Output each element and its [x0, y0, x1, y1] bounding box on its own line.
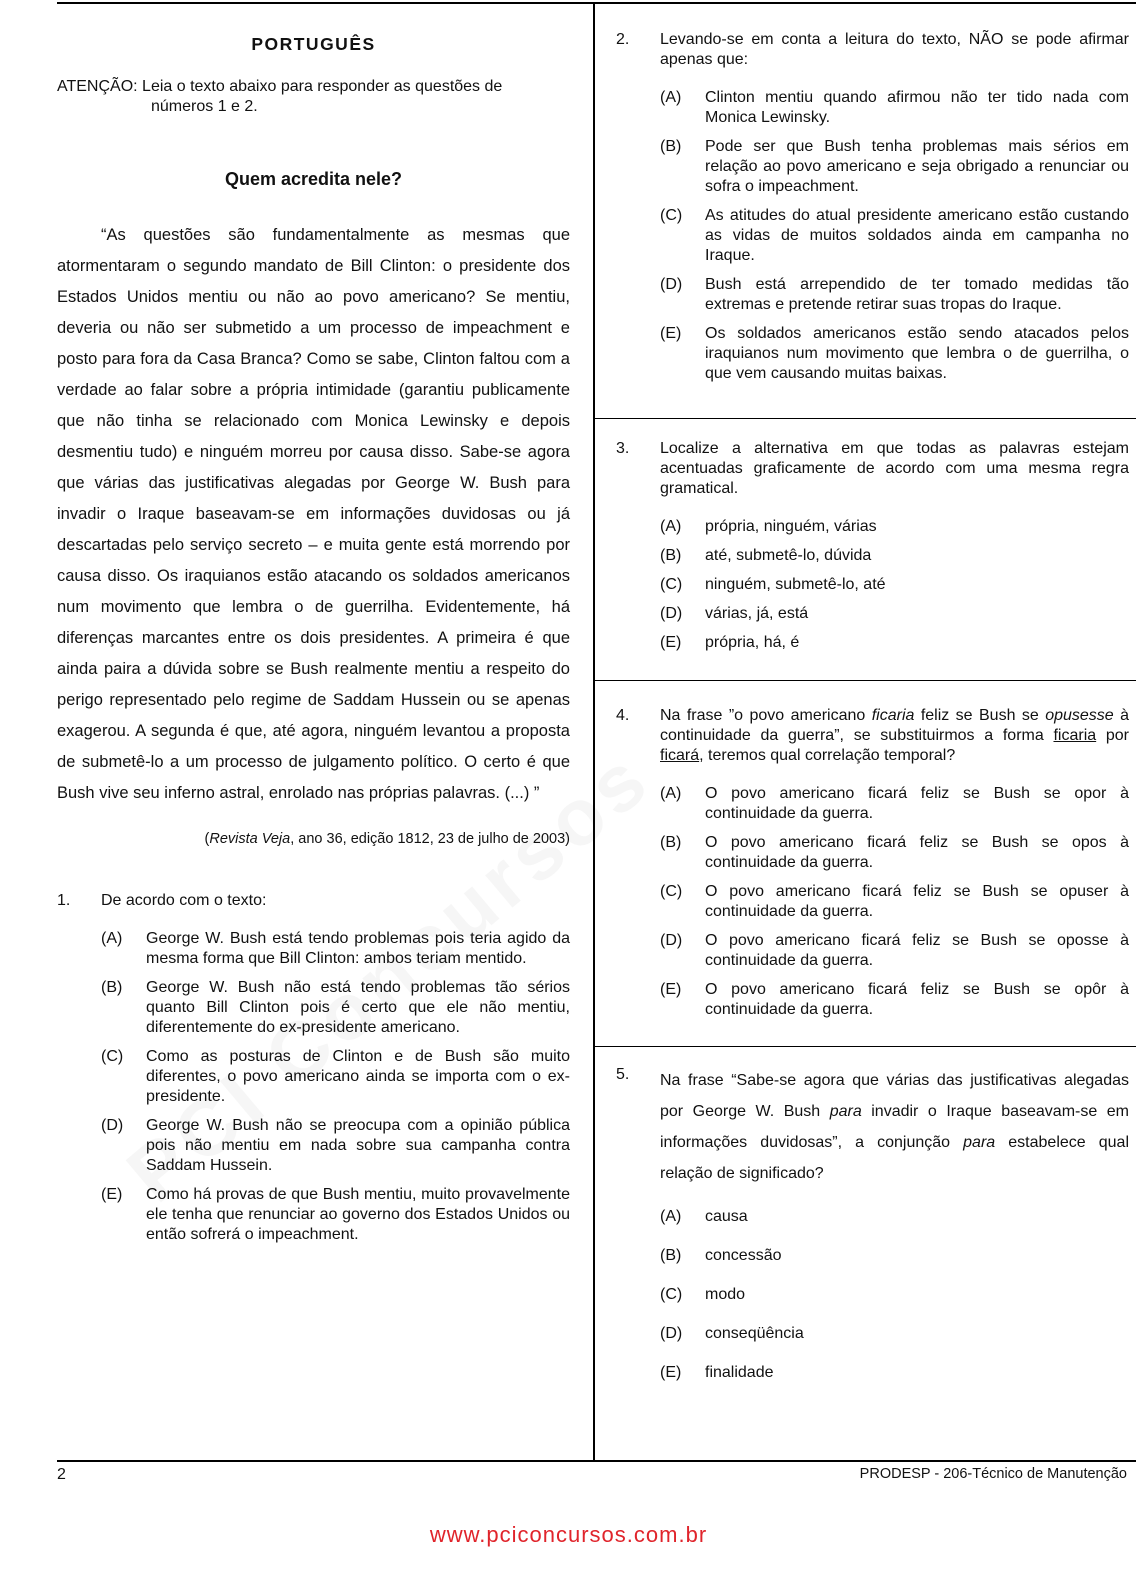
source-rest: , ano 36, edição 1812, 23 de julho de 2003) — [290, 831, 570, 847]
right-column — [616, 30, 1129, 1402]
question-number: 3. — [616, 440, 630, 457]
option-d[interactable] — [660, 931, 1129, 971]
option-text: O povo americano ficará feliz se Bush se oposse à continuidade da guerra. — [705, 932, 1129, 969]
attention-note — [57, 77, 570, 117]
question-stem: Na frase ”o povo americano ficaria feliz se Bush se opusesse à continuidade da guerra”, se substituirmos a forma ficaria por ficará, teremos qual correlação temporal? — [660, 707, 1130, 764]
option-letter: (C) — [660, 207, 683, 224]
site-url-link[interactable]: www.pciconcursos.com.br — [429, 1522, 708, 1547]
option-text: George W. Bush está tendo problemas pois teria agido da mesma forma que Bill Clinton: ambos teriam mentido. — [146, 930, 570, 967]
option-d[interactable] — [660, 604, 1129, 624]
passage-source — [57, 831, 570, 847]
option-c[interactable] — [101, 1047, 570, 1107]
exam-footer: PRODESP - 206-Técnico de Manutenção — [859, 1466, 1127, 1482]
source-open: ( — [204, 831, 210, 847]
bottom-rule — [57, 1460, 1136, 1462]
option-letter: (B) — [660, 547, 682, 564]
option-letter: (E) — [660, 1364, 682, 1381]
option-letter: (C) — [101, 1048, 124, 1065]
text-title: Quem acredita nele? — [224, 169, 403, 189]
option-letter: (D) — [660, 1325, 683, 1342]
question-2 — [616, 30, 1129, 384]
option-letter: (A) — [101, 930, 123, 947]
question-number: 4. — [616, 707, 630, 724]
option-b[interactable] — [660, 1246, 1129, 1266]
column-divider — [593, 2, 595, 1460]
option-letter: (B) — [660, 1247, 682, 1264]
attention-line-2: números 1 e 2. — [151, 98, 258, 115]
option-text: George W. Bush não se preocupa com a opinião pública pois não mentiu em nada sobre sua campanha contra Saddam Hussein. — [146, 1117, 570, 1174]
option-b[interactable] — [660, 833, 1129, 873]
option-list — [616, 517, 1129, 653]
option-text: várias, já, está — [705, 605, 809, 622]
option-letter: (A) — [660, 1208, 682, 1225]
option-text: George W. Bush não está tendo problemas tão sérios quanto Bill Clinton pois é certo que ele não mentiu, diferentemente do ex-presidente americano. — [146, 979, 570, 1036]
option-text: concessão — [705, 1247, 782, 1264]
option-text: finalidade — [705, 1364, 774, 1381]
option-text: Como há provas de que Bush mentiu, muito provavelmente ele tenha que renunciar ao governo dos Estados Unidos ou então sofrerá o impeachment. — [146, 1186, 570, 1243]
option-list — [616, 1207, 1129, 1383]
option-list — [57, 929, 570, 1245]
option-letter: (A) — [660, 89, 682, 106]
option-e[interactable] — [660, 980, 1129, 1020]
option-a[interactable] — [660, 784, 1129, 824]
option-c[interactable] — [660, 1285, 1129, 1305]
option-text: própria, ninguém, várias — [705, 518, 877, 535]
option-c[interactable] — [660, 575, 1129, 595]
question-number: 2. — [616, 31, 630, 48]
option-c[interactable] — [660, 206, 1129, 266]
option-a[interactable] — [660, 88, 1129, 128]
option-letter: (E) — [660, 634, 682, 651]
option-a[interactable] — [660, 1207, 1129, 1227]
option-list — [616, 784, 1129, 1020]
option-letter: (B) — [660, 138, 682, 155]
question-1 — [57, 891, 570, 1245]
option-letter: (C) — [660, 883, 683, 900]
option-letter: (D) — [660, 605, 683, 622]
option-list — [616, 88, 1129, 384]
option-text: O povo americano ficará feliz se Bush se opôr à continuidade da guerra. — [705, 981, 1129, 1018]
question-stem: Levando-se em conta a leitura do texto, NÃO se pode afirmar apenas que: — [660, 31, 1129, 68]
top-rule — [57, 2, 1136, 4]
option-d[interactable] — [660, 1324, 1129, 1344]
option-text: até, submetê-lo, dúvida — [705, 547, 872, 564]
option-letter: (E) — [660, 325, 682, 342]
option-text: modo — [705, 1286, 746, 1303]
question-separator — [595, 680, 1136, 681]
question-4 — [616, 706, 1129, 1020]
reading-passage — [57, 220, 570, 809]
option-d[interactable] — [660, 275, 1129, 315]
page-number: 2 — [57, 1466, 66, 1483]
option-text: Pode ser que Bush tenha problemas mais sérios em relação ao povo americano e seja obrigado a renunciar ou sofra o impeachment. — [705, 138, 1129, 195]
option-b[interactable] — [101, 978, 570, 1038]
option-d[interactable] — [101, 1116, 570, 1176]
option-letter: (D) — [101, 1117, 124, 1134]
option-letter: (B) — [101, 979, 123, 996]
option-text: As atitudes do atual presidente americano estão custando as vidas de muitos soldados ainda em campanha no Iraque. — [705, 207, 1129, 264]
option-b[interactable] — [660, 137, 1129, 197]
question-stem: Localize a alternativa em que todas as palavras estejam acentuadas graficamente de acordo com uma mesma regra gramatical. — [660, 440, 1129, 497]
question-stem: Na frase “Sabe-se agora que várias das justificativas alegadas por George W. Bush para invadir o Iraque baseavam-se em informações duvidosas”, a conjunção para estabelece qual relação de significado? — [660, 1072, 1129, 1182]
question-stem: De acordo com o texto: — [101, 892, 267, 909]
option-a[interactable] — [101, 929, 570, 969]
option-text: O povo americano ficará feliz se Bush se opos à continuidade da guerra. — [705, 834, 1129, 871]
option-text: Bush está arrependido de ter tomado medidas tão extremas e pretende retirar suas tropas do Iraque. — [705, 276, 1129, 313]
question-3 — [616, 439, 1129, 653]
question-separator — [595, 1046, 1136, 1047]
option-a[interactable] — [660, 517, 1129, 537]
option-text: O povo americano ficará feliz se Bush se opuser à continuidade da guerra. — [705, 883, 1129, 920]
passage-body: “As questões são fundamentalmente as mesmas que atormentaram o segundo mandato de Bill Clinton: o presidente dos Estados Unidos mentiu ou não ao povo americano? Se mentiu, deveria ou não ser submetido a um processo de impeachment e posto para fora da Casa Branca? Como se sabe, Clinton faltou com a verdade ao falar sobre a própria intimidade (garantiu publicamente que não tinha se relacionado com Monica Lewinsky e depois desmentiu tudo) e ninguém morreu por causa disso. Sabe-se agora que várias das justificativas alegadas por George W. Bush para invadir o Iraque baseavam-se em informações duvidosas ou já descartadas pelo serviço secreto – e muita gente está morrendo por causa disso. Os iraquianos estão atacando os soldados americanos num movimento que lembra o de guerrilha. Evidentemente, há diferenças marcantes entre os dois presidentes. A primeira é que ainda paira a dúvida sobre se Bush realmente mentiu a respeito do perigo representado pelo regime de Saddam Hussein ou se apenas exagerou. A segunda é que, até agora, ninguém levantou a proposta de submetê-lo a um processo de julgamento político. O certo é que Bush vive seu inferno astral, enrolado nas próprias palavras. (...) ” — [57, 226, 570, 802]
option-text: conseqüência — [705, 1325, 804, 1342]
option-letter: (A) — [660, 785, 682, 802]
option-letter: (A) — [660, 518, 682, 535]
option-e[interactable] — [660, 1363, 1129, 1383]
option-letter: (B) — [660, 834, 682, 851]
question-separator — [595, 418, 1136, 419]
option-e[interactable] — [660, 324, 1129, 384]
option-text: causa — [705, 1208, 748, 1225]
option-text: O povo americano ficará feliz se Bush se opor à continuidade da guerra. — [705, 785, 1129, 822]
option-text: própria, há, é — [705, 634, 800, 651]
option-text: Como as posturas de Clinton e de Bush são muito diferentes, o povo americano ainda se importa com o ex-presidente. — [146, 1048, 570, 1105]
option-e[interactable] — [660, 633, 1129, 653]
option-b[interactable] — [660, 546, 1129, 566]
option-text: Clinton mentiu quando afirmou não ter tido nada com Monica Lewinsky. — [705, 89, 1129, 126]
attention-line-1: ATENÇÃO: Leia o texto abaixo para responder as questões de — [57, 78, 503, 95]
question-number: 1. — [57, 892, 71, 909]
question-5 — [616, 1065, 1129, 1383]
source-title: Revista Veja — [209, 831, 291, 847]
option-letter: (C) — [660, 576, 683, 593]
option-letter: (C) — [660, 1286, 683, 1303]
option-letter: (E) — [101, 1186, 123, 1203]
option-text: ninguém, submetê-lo, até — [705, 576, 886, 593]
option-letter: (D) — [660, 932, 683, 949]
option-letter: (D) — [660, 276, 683, 293]
option-letter: (E) — [660, 981, 682, 998]
option-text: Os soldados americanos estão sendo atacados pelos iraquianos num movimento que lembra o de guerrilha, o que vem causando muitas baixas. — [705, 325, 1129, 382]
option-e[interactable] — [101, 1185, 570, 1245]
section-title: PORTUGUÊS — [251, 34, 376, 54]
option-c[interactable] — [660, 882, 1129, 922]
question-number: 5. — [616, 1066, 630, 1083]
left-column — [57, 30, 570, 1254]
